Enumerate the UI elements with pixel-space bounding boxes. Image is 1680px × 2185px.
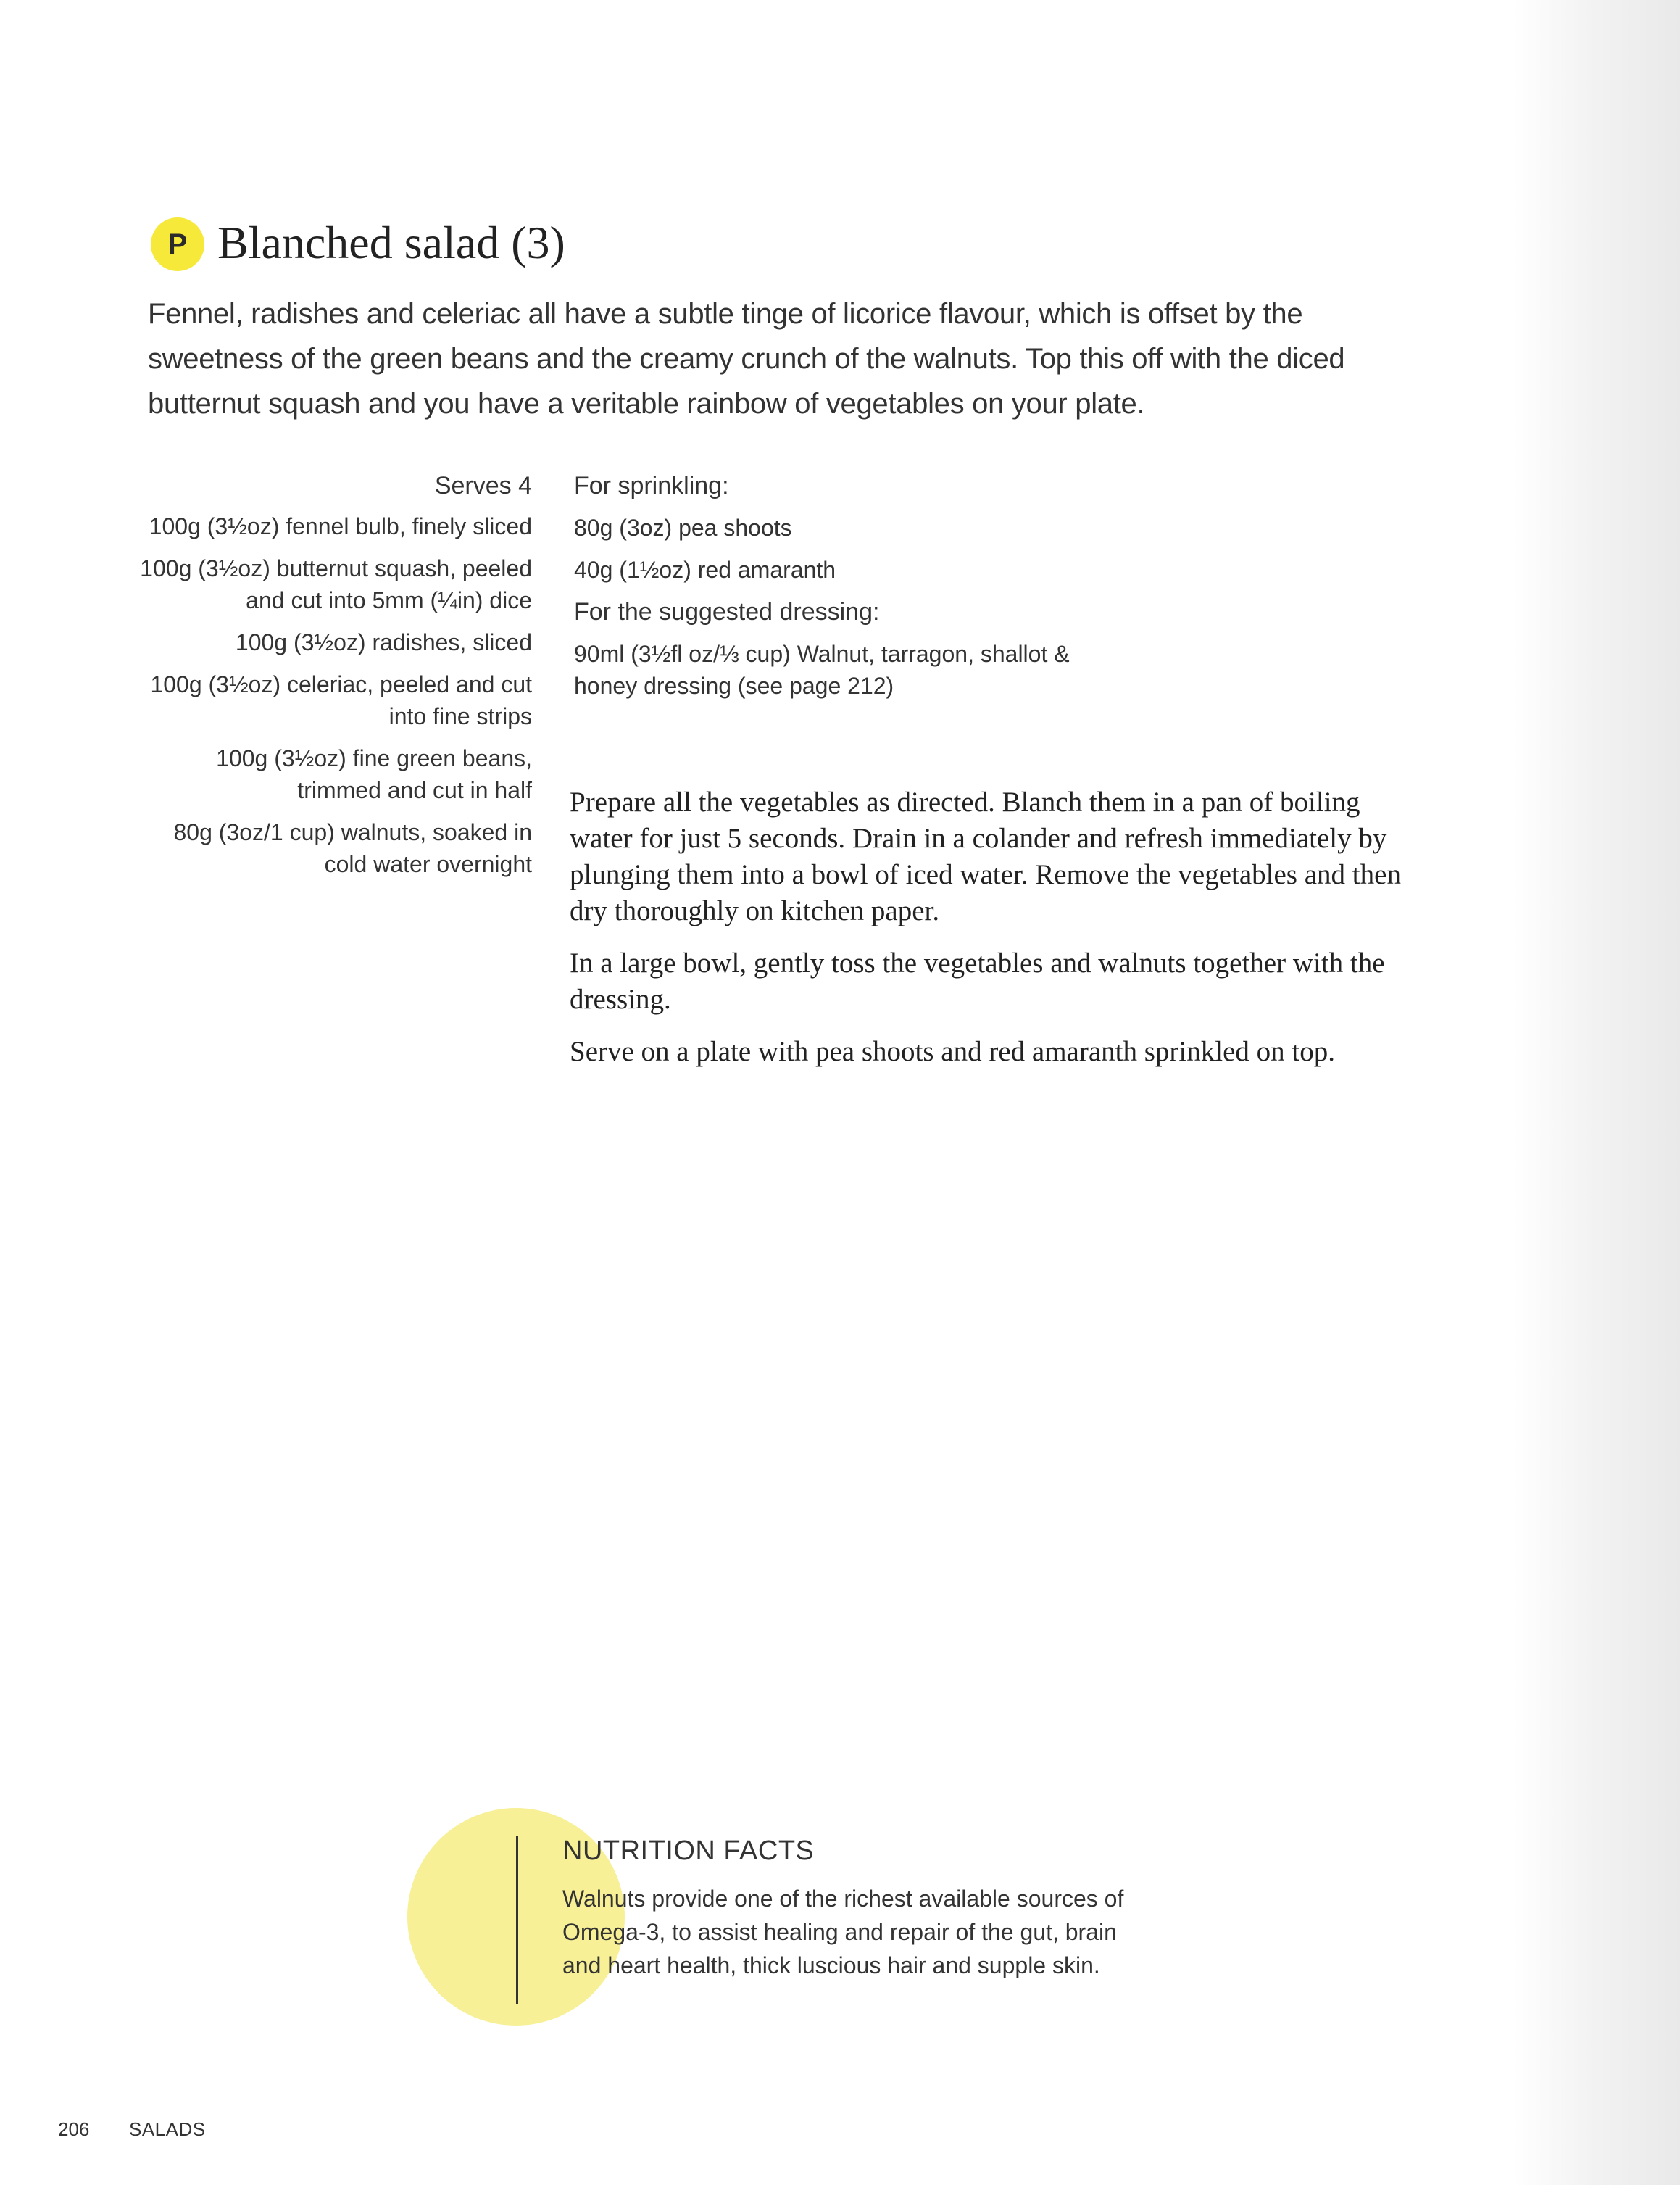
ingredient-item: 100g (3½oz) celeriac, peeled and cut into fine strips — [150, 671, 532, 729]
recipe-title: Blanched salad (3) — [217, 217, 565, 268]
method-step: Prepare all the vegetables as directed. Blanch them in a pan of boiling water for just 5 seconds. Drain in a colander and refresh immediately by plunging them into a bowl of iced water. Remove the vegetables and then dry thoroughly on kitchen paper. — [570, 787, 1401, 926]
method-step: Serve on a plate with pea shoots and red amaranth sprinkled on top. — [570, 1036, 1335, 1067]
recipe-intro: Fennel, radishes and celeriac all have a subtle tinge of licorice flavour, which is offset by the sweetness of the green beans and the creamy crunch of the walnuts. Top this off with the diced butternut squash and you have a veritable rainbow of vegetables on your plate. — [148, 298, 1345, 420]
method-step: In a large bowl, gently toss the vegetables and walnuts together with the dressing. — [570, 948, 1385, 1015]
ingredient-item: 100g (3½oz) fennel bulb, finely sliced — [149, 513, 532, 539]
section-name: SALADS — [129, 2118, 206, 2140]
ingredient-item: 100g (3½oz) butternut squash, peeled and cut into 5mm (¼in) dice — [140, 555, 532, 613]
nutrition-text: Walnuts provide one of the richest available sources of Omega-3, to assist healing and repair of the gut, brain and heart health, thick luscious hair and supple skin. — [562, 1886, 1124, 1978]
ingredients-list — [130, 470, 532, 890]
sprinkling-item: 40g (1½oz) red amaranth — [574, 557, 836, 583]
serves-label: Serves 4 — [434, 472, 532, 499]
ingredient-item: 80g (3oz/1 cup) walnuts, soaked in cold water overnight — [173, 819, 532, 877]
dressing-heading: For the suggested dressing: — [574, 598, 880, 626]
method-section — [570, 784, 1425, 1086]
nutrition-title: NUTRITION FACTS — [562, 1836, 815, 1866]
page-number: 206 — [58, 2118, 90, 2140]
extras-list — [574, 470, 1081, 712]
ingredient-item: 100g (3½oz) radishes, sliced — [235, 629, 532, 655]
phase-badge: P — [151, 217, 204, 271]
nutrition-divider — [516, 1836, 518, 2004]
ingredient-item: 100g (3½oz) fine green beans, trimmed and cut in half — [216, 745, 532, 803]
page-gutter-shade — [1513, 0, 1680, 2185]
sprinkling-item: 80g (3oz) pea shoots — [574, 515, 792, 541]
sprinkling-heading: For sprinkling: — [574, 472, 729, 499]
dressing-item: 90ml (3½fl oz/⅓ cup) Walnut, tarragon, shallot & honey dressing (see page 212) — [574, 641, 1070, 699]
